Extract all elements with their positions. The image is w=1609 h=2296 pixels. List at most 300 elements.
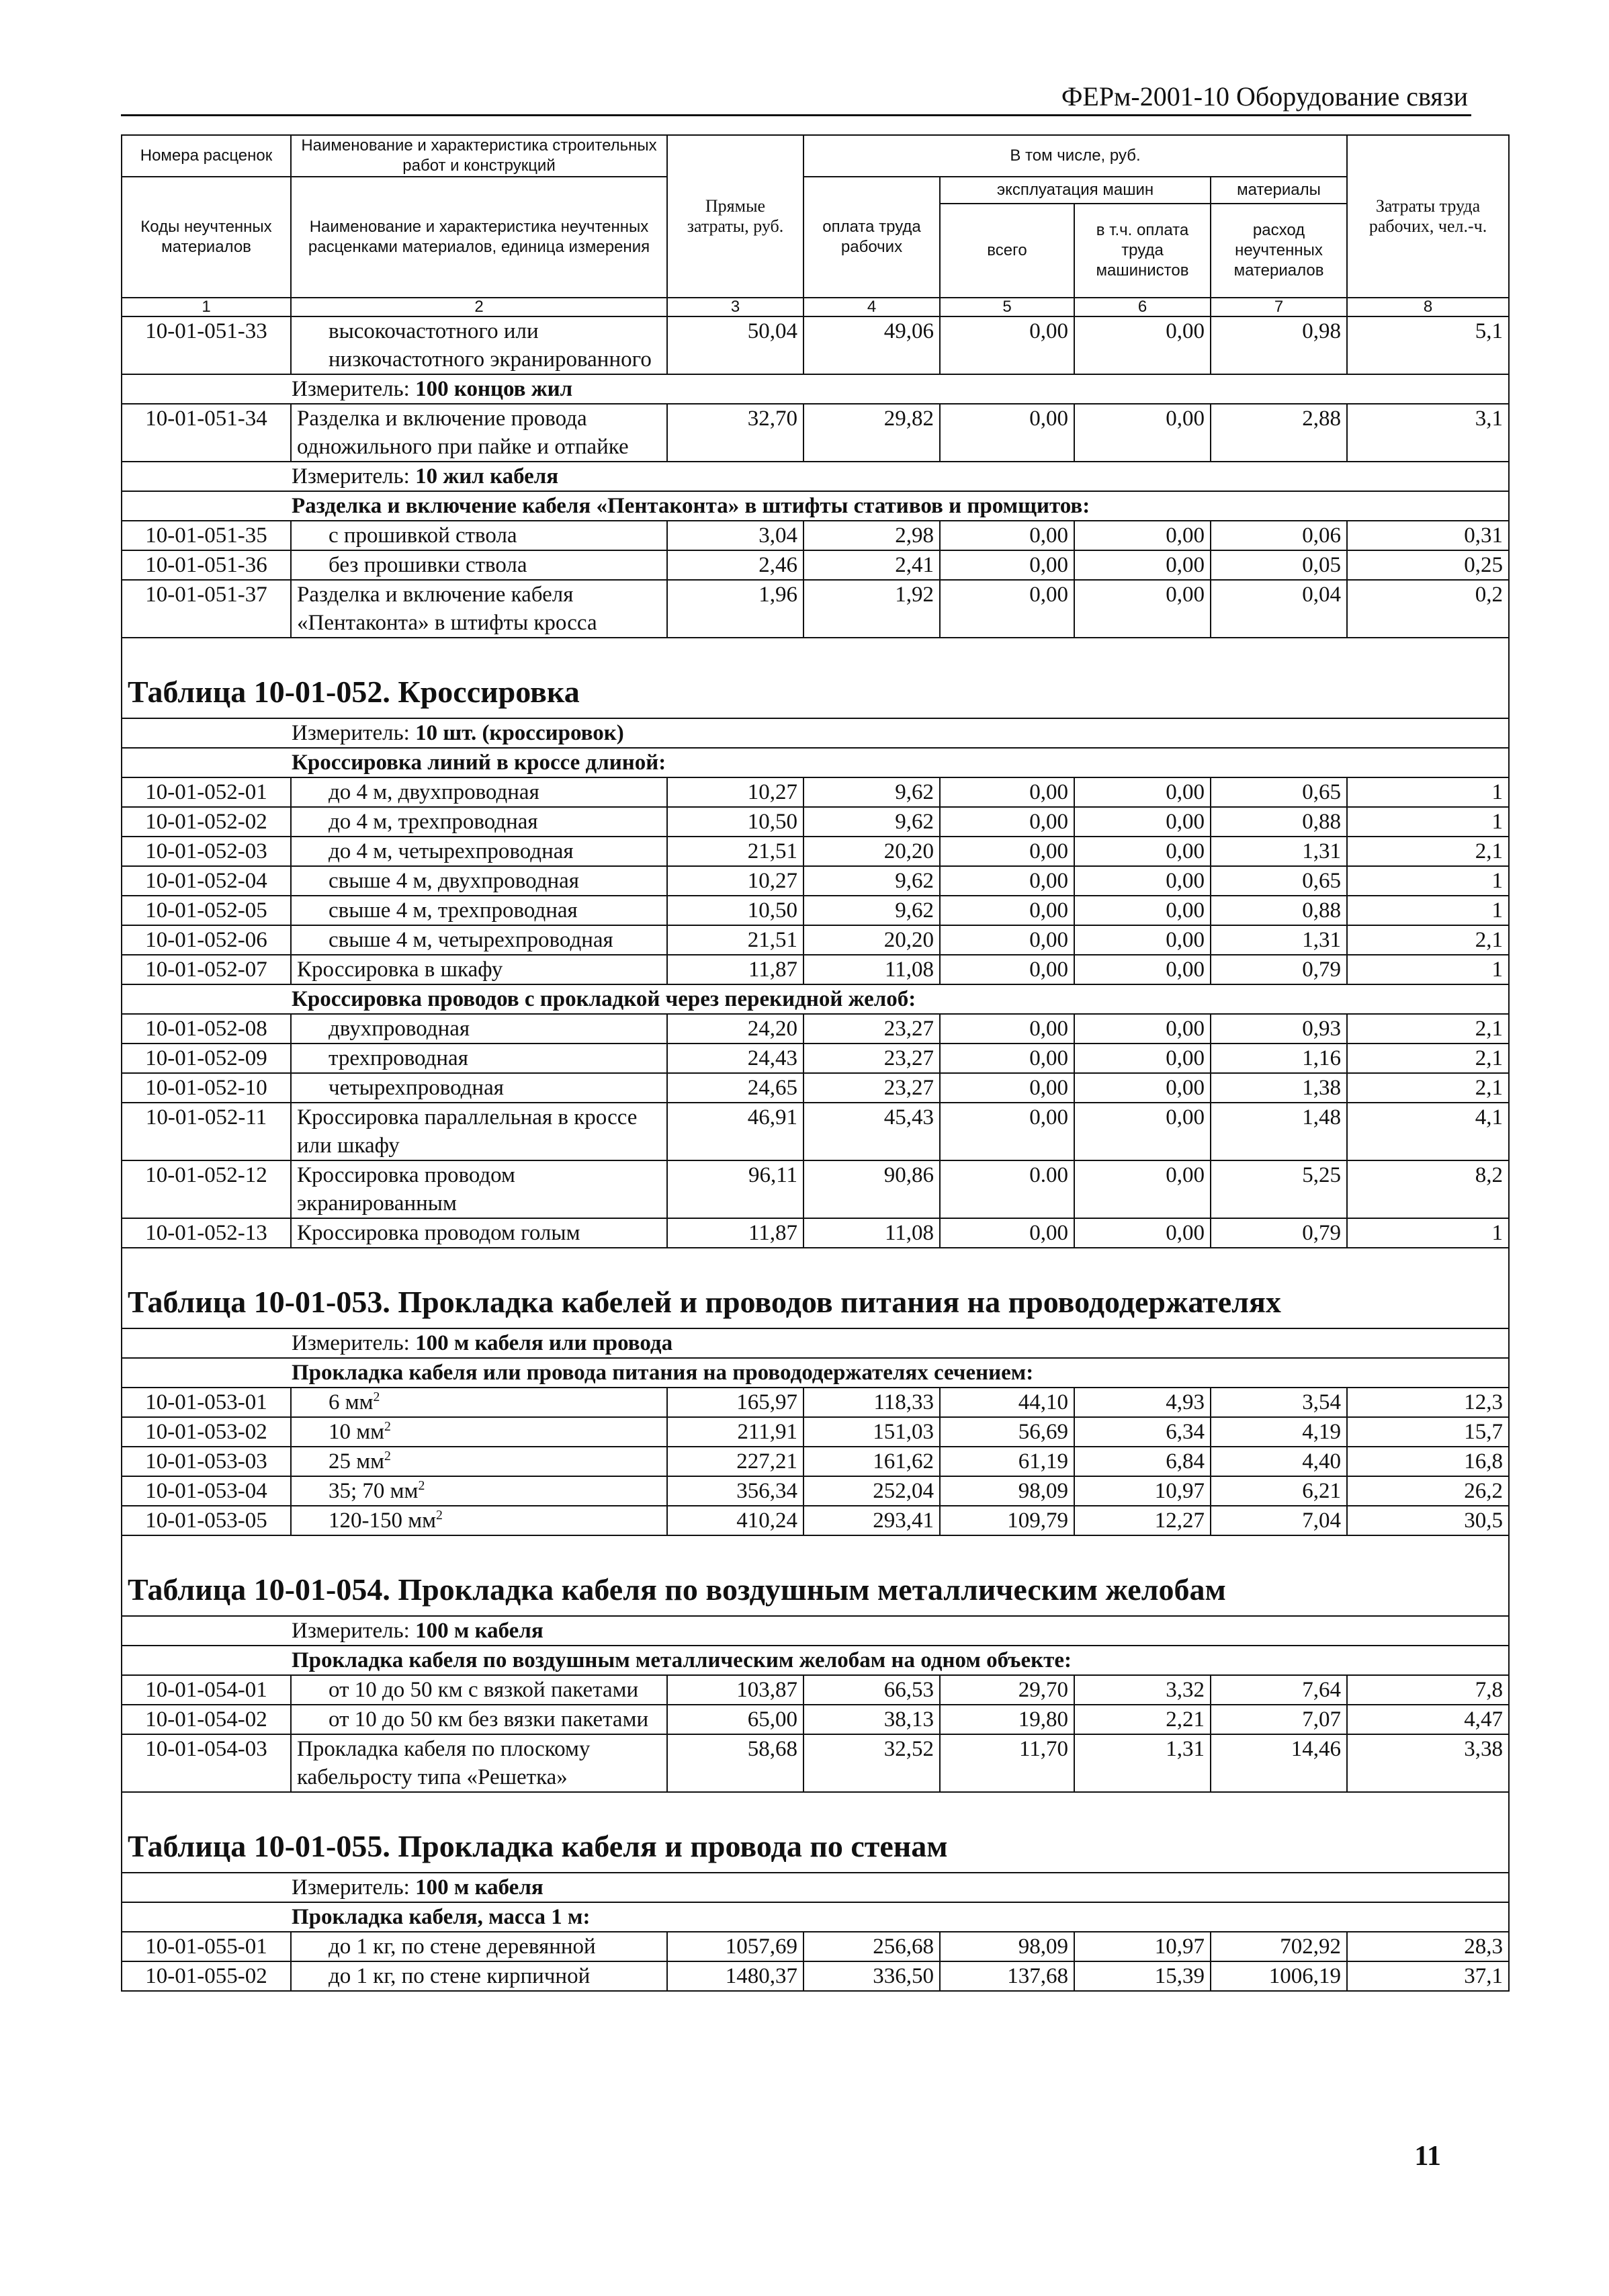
labor-pay-cell: 293,41 (803, 1506, 940, 1535)
col-code-bottom: Коды неучтенных материалов (122, 177, 291, 298)
machines-total-cell: 0,00 (940, 955, 1074, 984)
rate-code: 10-01-052-07 (122, 955, 291, 984)
col-machines-total: всего (940, 204, 1074, 298)
table-row (122, 1506, 1509, 1535)
subheading: Прокладка кабеля, масса 1 м: (122, 1902, 1509, 1932)
labor-pay-cell: 23,27 (803, 1014, 940, 1044)
labor-pay-cell: 9,62 (803, 896, 940, 925)
page-number: 11 (1414, 2141, 1441, 2172)
labor-pay-cell: 23,27 (803, 1073, 940, 1103)
labor-pay-cell: 256,68 (803, 1932, 940, 1961)
labor-hours-cell: 0,31 (1347, 521, 1509, 550)
materials-cell: 0,05 (1211, 550, 1347, 580)
direct-cost-cell: 1,96 (667, 580, 803, 638)
direct-cost-cell: 227,21 (667, 1447, 803, 1476)
measure-row (122, 1328, 1509, 1358)
table-row (122, 580, 1509, 638)
materials-cell: 1,48 (1211, 1103, 1347, 1160)
measure-row (122, 718, 1509, 748)
labor-hours-cell: 2,1 (1347, 837, 1509, 866)
measure-unit (122, 718, 1509, 748)
table-row (122, 1044, 1509, 1073)
measure-unit (122, 374, 1509, 404)
col-machines-labor: в т.ч. оплата труда машинистов (1074, 204, 1211, 298)
col-direct-costs: Прямые затраты, руб. (667, 135, 803, 298)
direct-cost-cell: 50,04 (667, 316, 803, 374)
measure-value: 100 м кабеля (415, 1875, 543, 1900)
labor-pay-cell: 9,62 (803, 777, 940, 807)
materials-cell: 0,98 (1211, 316, 1347, 374)
measure-value: 10 жил кабеля (415, 464, 559, 488)
machines-labor-cell: 0,00 (1074, 925, 1211, 955)
work-name (291, 1103, 667, 1160)
materials-cell: 7,07 (1211, 1705, 1347, 1734)
direct-cost-cell: 96,11 (667, 1160, 803, 1218)
measure-label: Измеритель: (292, 1331, 410, 1355)
labor-hours-cell: 15,7 (1347, 1417, 1509, 1447)
work-name-text: от 10 до 50 км без вязки пакетами (329, 1707, 649, 1732)
machines-total-cell: 98,09 (940, 1932, 1074, 1961)
labor-pay-cell: 151,03 (803, 1417, 940, 1447)
rate-code: 10-01-054-01 (122, 1675, 291, 1705)
work-name-text: Разделка и включение провода одножильного при пайке и отпайке (297, 407, 629, 459)
measure-label: Измеритель: (292, 721, 410, 745)
subheading-row (122, 1902, 1509, 1932)
direct-cost-cell: 21,51 (667, 925, 803, 955)
labor-pay-cell: 2,41 (803, 550, 940, 580)
machines-total-cell: 0,00 (940, 925, 1074, 955)
labor-hours-cell: 2,1 (1347, 1044, 1509, 1073)
work-name (291, 316, 667, 374)
rate-code: 10-01-053-01 (122, 1388, 291, 1417)
table-row (122, 955, 1509, 984)
subheading: Прокладка кабеля по воздушным металлическим желобам на одном объекте: (122, 1646, 1509, 1675)
work-name-text: 25 мм (329, 1449, 385, 1474)
materials-cell: 0,88 (1211, 807, 1347, 837)
labor-hours-cell: 1 (1347, 866, 1509, 896)
rate-code: 10-01-054-02 (122, 1705, 291, 1734)
work-name-text: до 4 м, трехпроводная (329, 810, 538, 834)
col-name-top: Наименование и характеристика строительных работ и конструкций (291, 135, 667, 177)
direct-cost-cell: 10,27 (667, 866, 803, 896)
column-index-cell: 5 (940, 298, 1074, 316)
machines-labor-cell: 0,00 (1074, 1218, 1211, 1248)
table-header (122, 135, 1509, 316)
col-materials-unaccounted: расход неучтенных материалов (1211, 204, 1347, 298)
materials-cell: 0,79 (1211, 955, 1347, 984)
direct-cost-cell: 11,87 (667, 955, 803, 984)
machines-labor-cell: 6,34 (1074, 1417, 1211, 1447)
materials-cell: 0,06 (1211, 521, 1347, 550)
rate-code: 10-01-052-11 (122, 1103, 291, 1160)
labor-hours-cell: 1 (1347, 955, 1509, 984)
labor-hours-cell: 3,1 (1347, 404, 1509, 462)
labor-hours-cell: 37,1 (1347, 1961, 1509, 1991)
measure-value: 10 шт. (кроссировок) (415, 721, 624, 745)
work-name-text: свыше 4 м, трехпроводная (329, 898, 578, 923)
table-row (122, 807, 1509, 837)
work-name-text: Прокладка кабеля по плоскому кабельросту типа «Решетка» (297, 1737, 591, 1789)
col-labor-cost: Затраты труда рабочих, чел.-ч. (1347, 135, 1509, 298)
work-name-text: 35; 70 мм (329, 1479, 419, 1503)
labor-hours-cell: 26,2 (1347, 1476, 1509, 1506)
table-row (122, 925, 1509, 955)
subheading: Кроссировка линий в кроссе длиной: (122, 748, 1509, 777)
machines-labor-cell: 0,00 (1074, 837, 1211, 866)
table-row (122, 1961, 1509, 1991)
materials-cell: 0,65 (1211, 777, 1347, 807)
subheading-row (122, 1646, 1509, 1675)
labor-pay-cell: 20,20 (803, 925, 940, 955)
work-name (291, 1417, 667, 1447)
work-name (291, 404, 667, 462)
machines-total-cell: 0,00 (940, 866, 1074, 896)
work-name-text: четырехпроводная (329, 1076, 504, 1100)
machines-total-cell: 137,68 (940, 1961, 1074, 1991)
work-name-text: двухпроводная (329, 1017, 470, 1041)
labor-pay-cell: 118,33 (803, 1388, 940, 1417)
table-row (122, 1014, 1509, 1044)
measure-row (122, 1616, 1509, 1646)
work-name (291, 1675, 667, 1705)
direct-cost-cell: 58,68 (667, 1734, 803, 1792)
table-row (122, 550, 1509, 580)
table-body (122, 316, 1509, 1991)
measure-label: Измеритель: (292, 1619, 410, 1643)
col-machines: эксплуатация машин (940, 177, 1211, 204)
rate-code: 10-01-051-34 (122, 404, 291, 462)
machines-total-cell: 0,00 (940, 896, 1074, 925)
machines-total-cell: 0,00 (940, 837, 1074, 866)
rates-table (121, 134, 1510, 1992)
materials-cell: 0,04 (1211, 580, 1347, 638)
machines-total-cell: 0,00 (940, 550, 1074, 580)
rate-code: 10-01-052-05 (122, 896, 291, 925)
work-name-text: без прошивки ствола (329, 553, 527, 577)
subheading-row (122, 984, 1509, 1014)
machines-labor-cell: 2,21 (1074, 1705, 1211, 1734)
measure-label: Измеритель: (292, 377, 410, 401)
labor-pay-cell: 49,06 (803, 316, 940, 374)
work-name-text: Кроссировка параллельная в кроссе или шкафу (297, 1105, 638, 1158)
materials-cell: 4,40 (1211, 1447, 1347, 1476)
work-name (291, 1506, 667, 1535)
subheading-row (122, 491, 1509, 521)
machines-labor-cell: 0,00 (1074, 580, 1211, 638)
measure-label: Измеритель: (292, 464, 410, 488)
materials-cell: 2,88 (1211, 404, 1347, 462)
materials-cell: 1,31 (1211, 925, 1347, 955)
work-name (291, 896, 667, 925)
labor-hours-cell: 3,38 (1347, 1734, 1509, 1792)
machines-labor-cell: 0,00 (1074, 777, 1211, 807)
rate-code: 10-01-051-35 (122, 521, 291, 550)
table-row (122, 837, 1509, 866)
rate-code: 10-01-051-37 (122, 580, 291, 638)
direct-cost-cell: 21,51 (667, 837, 803, 866)
measure-value: 100 м кабеля (415, 1619, 543, 1643)
machines-total-cell: 0,00 (940, 316, 1074, 374)
materials-cell: 7,64 (1211, 1675, 1347, 1705)
labor-hours-cell: 8,2 (1347, 1160, 1509, 1218)
work-name-text: свыше 4 м, четырехпроводная (329, 928, 613, 952)
direct-cost-cell: 1057,69 (667, 1932, 803, 1961)
machines-labor-cell: 4,93 (1074, 1388, 1211, 1417)
measure-row (122, 462, 1509, 491)
direct-cost-cell: 11,87 (667, 1218, 803, 1248)
column-index-row (122, 298, 1509, 316)
unit-exponent: 2 (384, 1449, 391, 1463)
work-name (291, 1734, 667, 1792)
labor-hours-cell: 28,3 (1347, 1932, 1509, 1961)
table-title: Таблица 10-01-054. Прокладка кабеля по воздушным металлическим желобам (122, 1535, 1509, 1616)
direct-cost-cell: 410,24 (667, 1506, 803, 1535)
subheading-row (122, 748, 1509, 777)
subheading: Разделка и включение кабеля «Пентаконта» в штифты стативов и промщитов: (122, 491, 1509, 521)
col-code-top: Номера расценок (122, 135, 291, 177)
machines-labor-cell: 0,00 (1074, 866, 1211, 896)
machines-total-cell: 11,70 (940, 1734, 1074, 1792)
work-name (291, 1044, 667, 1073)
machines-total-cell: 0,00 (940, 1044, 1074, 1073)
rate-code: 10-01-052-03 (122, 837, 291, 866)
table-row (122, 1734, 1509, 1792)
column-index-cell: 8 (1347, 298, 1509, 316)
measure-row (122, 1873, 1509, 1902)
column-index-cell: 7 (1211, 298, 1347, 316)
work-name (291, 1476, 667, 1506)
work-name-text: Кроссировка проводом голым (297, 1221, 580, 1245)
machines-total-cell: 0,00 (940, 777, 1074, 807)
rate-code: 10-01-052-04 (122, 866, 291, 896)
materials-cell: 1,16 (1211, 1044, 1347, 1073)
table-row (122, 777, 1509, 807)
rate-code: 10-01-052-13 (122, 1218, 291, 1248)
labor-pay-cell: 161,62 (803, 1447, 940, 1476)
machines-total-cell: 109,79 (940, 1506, 1074, 1535)
table-title: Таблица 10-01-055. Прокладка кабеля и провода по стенам (122, 1792, 1509, 1873)
table-row (122, 1705, 1509, 1734)
machines-total-cell: 0,00 (940, 521, 1074, 550)
labor-hours-cell: 16,8 (1347, 1447, 1509, 1476)
table-row (122, 1073, 1509, 1103)
machines-total-cell: 19,80 (940, 1705, 1074, 1734)
table-row (122, 1218, 1509, 1248)
labor-hours-cell: 1 (1347, 1218, 1509, 1248)
rate-code: 10-01-052-12 (122, 1160, 291, 1218)
subheading-row (122, 1358, 1509, 1388)
work-name-text: от 10 до 50 км с вязкой пакетами (329, 1678, 639, 1702)
column-index-cell: 3 (667, 298, 803, 316)
measure-unit (122, 1616, 1509, 1646)
labor-pay-cell: 66,53 (803, 1675, 940, 1705)
direct-cost-cell: 10,50 (667, 807, 803, 837)
work-name-text: свыше 4 м, двухпроводная (329, 869, 579, 893)
measure-unit (122, 1328, 1509, 1358)
machines-labor-cell: 15,39 (1074, 1961, 1211, 1991)
col-materials: материалы (1211, 177, 1347, 204)
column-index-cell: 4 (803, 298, 940, 316)
rate-code: 10-01-054-03 (122, 1734, 291, 1792)
column-index-cell: 2 (291, 298, 667, 316)
materials-cell: 14,46 (1211, 1734, 1347, 1792)
unit-exponent: 2 (384, 1419, 391, 1434)
materials-cell: 1006,19 (1211, 1961, 1347, 1991)
measure-label: Измеритель: (292, 1875, 410, 1900)
work-name-text: до 4 м, четырехпроводная (329, 839, 574, 863)
work-name (291, 550, 667, 580)
labor-hours-cell: 7,8 (1347, 1675, 1509, 1705)
work-name-text: Разделка и включение кабеля «Пентаконта» в штифты кросса (297, 583, 597, 635)
col-including: В том числе, руб. (803, 135, 1347, 177)
rate-code: 10-01-051-36 (122, 550, 291, 580)
rate-code: 10-01-052-01 (122, 777, 291, 807)
materials-cell: 6,21 (1211, 1476, 1347, 1506)
work-name (291, 580, 667, 638)
machines-total-cell: 0,00 (940, 404, 1074, 462)
measure-value: 100 м кабеля или провода (415, 1331, 673, 1355)
header-rule (121, 114, 1471, 116)
labor-pay-cell: 32,52 (803, 1734, 940, 1792)
table-row (122, 404, 1509, 462)
direct-cost-cell: 24,43 (667, 1044, 803, 1073)
column-index-cell: 1 (122, 298, 291, 316)
machines-labor-cell: 0,00 (1074, 1160, 1211, 1218)
machines-labor-cell: 10,97 (1074, 1932, 1211, 1961)
measure-unit (122, 1873, 1509, 1902)
rate-code: 10-01-052-08 (122, 1014, 291, 1044)
work-name-text: с прошивкой ствола (329, 523, 517, 548)
work-name (291, 1160, 667, 1218)
machines-labor-cell: 0,00 (1074, 1073, 1211, 1103)
machines-labor-cell: 0,00 (1074, 404, 1211, 462)
measure-unit (122, 462, 1509, 491)
machines-labor-cell: 0,00 (1074, 955, 1211, 984)
direct-cost-cell: 103,87 (667, 1675, 803, 1705)
direct-cost-cell: 10,27 (667, 777, 803, 807)
machines-labor-cell: 0,00 (1074, 521, 1211, 550)
labor-hours-cell: 2,1 (1347, 1073, 1509, 1103)
work-name-text: 10 мм (329, 1420, 385, 1444)
work-name (291, 1014, 667, 1044)
labor-hours-cell: 0,25 (1347, 550, 1509, 580)
labor-pay-cell: 9,62 (803, 866, 940, 896)
table-title: Таблица 10-01-052. Кроссировка (122, 638, 1509, 718)
work-name (291, 777, 667, 807)
machines-total-cell: 61,19 (940, 1447, 1074, 1476)
rate-code: 10-01-055-01 (122, 1932, 291, 1961)
labor-hours-cell: 2,1 (1347, 1014, 1509, 1044)
rate-code: 10-01-051-33 (122, 316, 291, 374)
work-name-text: трехпроводная (329, 1046, 468, 1070)
materials-cell: 1,38 (1211, 1073, 1347, 1103)
table-row (122, 1417, 1509, 1447)
materials-cell: 0,65 (1211, 866, 1347, 896)
work-name (291, 1705, 667, 1734)
direct-cost-cell: 65,00 (667, 1705, 803, 1734)
work-name (291, 955, 667, 984)
work-name (291, 521, 667, 550)
work-name (291, 1447, 667, 1476)
materials-cell: 0,79 (1211, 1218, 1347, 1248)
machines-labor-cell: 0,00 (1074, 1014, 1211, 1044)
machines-labor-cell: 3,32 (1074, 1675, 1211, 1705)
machines-labor-cell: 12,27 (1074, 1506, 1211, 1535)
machines-total-cell: 0,00 (940, 1218, 1074, 1248)
table-row (122, 1476, 1509, 1506)
subheading: Прокладка кабеля или провода питания на провододержателях сечением: (122, 1358, 1509, 1388)
unit-exponent: 2 (418, 1478, 425, 1493)
table-row (122, 1160, 1509, 1218)
materials-cell: 0,93 (1211, 1014, 1347, 1044)
table-row (122, 1932, 1509, 1961)
machines-labor-cell: 6,84 (1074, 1447, 1211, 1476)
unit-exponent: 2 (436, 1508, 443, 1523)
subheading: Кроссировка проводов с прокладкой через перекидной желоб: (122, 984, 1509, 1014)
work-name-text: Кроссировка в шкафу (297, 958, 503, 982)
materials-cell: 0,88 (1211, 896, 1347, 925)
machines-labor-cell: 1,31 (1074, 1734, 1211, 1792)
machines-total-cell: 0,00 (940, 1103, 1074, 1160)
labor-pay-cell: 45,43 (803, 1103, 940, 1160)
labor-hours-cell: 1 (1347, 807, 1509, 837)
work-name-text: до 1 кг, по стене кирпичной (329, 1964, 591, 1988)
work-name-text: до 1 кг, по стене деревянной (329, 1934, 596, 1959)
table-row (122, 316, 1509, 374)
machines-total-cell: 0.00 (940, 1160, 1074, 1218)
col-name-bottom: Наименование и характеристика неучтенных расценками материалов, единица измерения (291, 177, 667, 298)
machines-total-cell: 0,00 (940, 580, 1074, 638)
labor-pay-cell: 20,20 (803, 837, 940, 866)
labor-pay-cell: 11,08 (803, 1218, 940, 1248)
measure-value: 100 концов жил (415, 377, 573, 401)
work-name (291, 1932, 667, 1961)
work-name-text: 120-150 мм (329, 1508, 437, 1533)
machines-labor-cell: 0,00 (1074, 550, 1211, 580)
direct-cost-cell: 1480,37 (667, 1961, 803, 1991)
work-name (291, 1961, 667, 1991)
work-name (291, 866, 667, 896)
table-row (122, 896, 1509, 925)
machines-total-cell: 56,69 (940, 1417, 1074, 1447)
work-name (291, 807, 667, 837)
labor-pay-cell: 23,27 (803, 1044, 940, 1073)
direct-cost-cell: 46,91 (667, 1103, 803, 1160)
direct-cost-cell: 32,70 (667, 404, 803, 462)
labor-hours-cell: 12,3 (1347, 1388, 1509, 1417)
col-labor-pay: оплата труда рабочих (803, 177, 940, 298)
work-name (291, 925, 667, 955)
labor-pay-cell: 1,92 (803, 580, 940, 638)
machines-total-cell: 0,00 (940, 1014, 1074, 1044)
rate-code: 10-01-053-02 (122, 1417, 291, 1447)
direct-cost-cell: 165,97 (667, 1388, 803, 1417)
machines-labor-cell: 10,97 (1074, 1476, 1211, 1506)
materials-cell: 3,54 (1211, 1388, 1347, 1417)
machines-labor-cell: 0,00 (1074, 1044, 1211, 1073)
labor-hours-cell: 5,1 (1347, 316, 1509, 374)
labor-hours-cell: 2,1 (1347, 925, 1509, 955)
labor-pay-cell: 336,50 (803, 1961, 940, 1991)
machines-total-cell: 44,10 (940, 1388, 1074, 1417)
rate-code: 10-01-053-04 (122, 1476, 291, 1506)
machines-total-cell: 29,70 (940, 1675, 1074, 1705)
work-name-text: 6 мм (329, 1390, 374, 1414)
materials-cell: 7,04 (1211, 1506, 1347, 1535)
work-name-text: до 4 м, двухпроводная (329, 780, 539, 804)
machines-labor-cell: 0,00 (1074, 807, 1211, 837)
direct-cost-cell: 2,46 (667, 550, 803, 580)
